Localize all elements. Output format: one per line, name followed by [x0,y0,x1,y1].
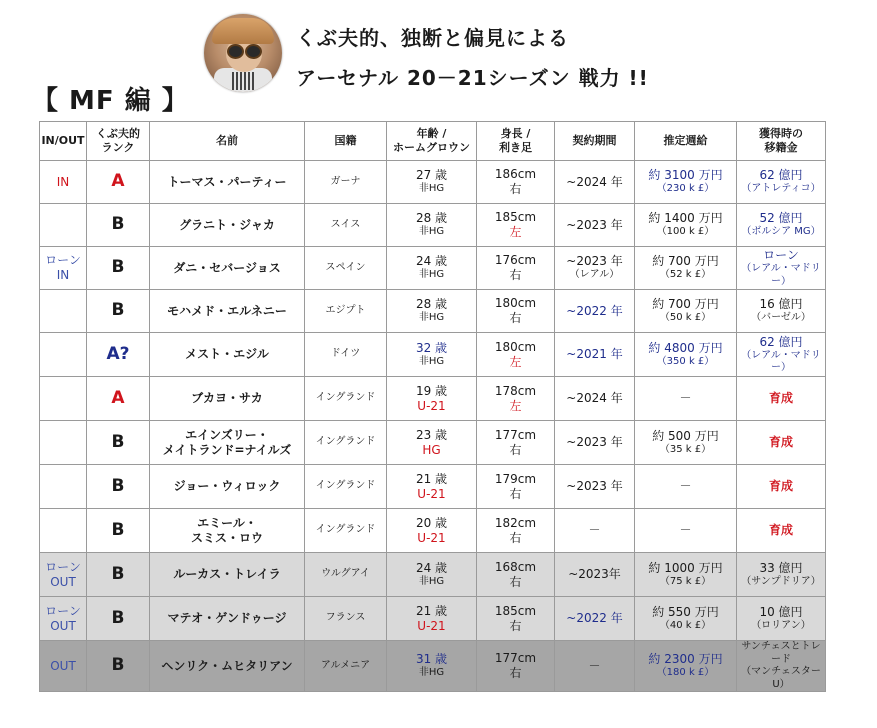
fee-cell: 62 億円 （レアル・マドリー） [737,333,826,377]
age-cell: 23 歳 HG [387,421,477,465]
inout-cell [40,333,87,377]
nationality-cell: エジプト [305,290,387,333]
player-name-cell: ブカヨ・サカ [150,377,305,421]
wage-cell: － [635,509,737,553]
nationality-cell: アルメニア [305,641,387,692]
rank-cell: B [87,204,150,247]
rank-cell: B [87,509,150,553]
contract-cell: ~2021 年 [555,333,635,377]
rank-cell: A? [87,333,150,377]
table-row [40,247,826,290]
player-name-cell: グラニト・ジャカ [150,204,305,247]
fee-cell: 育成 [737,421,826,465]
wage-cell: 約 3100 万円 （230 k £） [635,161,737,204]
wage-cell: 約 700 万円 （50 k £） [635,290,737,333]
table-row [40,290,826,333]
player-name-cell: トーマス・パーティー [150,161,305,204]
table-row [40,641,826,692]
nationality-cell: ドイツ [305,333,387,377]
height-cell: 186cm 右 [477,161,555,204]
height-cell: 182cm 右 [477,509,555,553]
contract-cell: ~2023 年 （レアル） [555,247,635,290]
contract-cell: ~2022 年 [555,597,635,641]
wage-cell: 約 700 万円 （52 k £） [635,247,737,290]
player-name-cell: エミール・ スミス・ロウ [150,509,305,553]
contract-cell: ~2024 年 [555,377,635,421]
player-name-cell: エインズリー・ メイトランド=ナイルズ [150,421,305,465]
contract-cell: ~2022 年 [555,290,635,333]
wage-cell: 約 1000 万円 （75 k £） [635,553,737,597]
column-header-nationality: 国籍 [305,122,387,161]
column-header-height: 身長 / 利き足 [477,122,555,161]
age-cell: 19 歳 U-21 [387,377,477,421]
wage-cell: 約 4800 万円 （350 k £） [635,333,737,377]
inout-cell: IN [40,161,87,204]
nationality-cell: ウルグアイ [305,553,387,597]
column-header-contract: 契約期間 [555,122,635,161]
inout-cell [40,290,87,333]
column-header-name: 名前 [150,122,305,161]
contract-cell: ~2023 年 [555,465,635,509]
rank-cell: A [87,377,150,421]
fee-cell: 育成 [737,465,826,509]
player-name-cell: ダニ・セバージョス [150,247,305,290]
height-cell: 180cm 左 [477,333,555,377]
contract-cell: － [555,641,635,692]
fee-cell: 33 億円 （サンプドリア） [737,553,826,597]
rank-cell: A [87,161,150,204]
fee-cell: 育成 [737,509,826,553]
wage-cell: 約 550 万円 （40 k £） [635,597,737,641]
fee-cell: 16 億円 （バーゼル） [737,290,826,333]
table-row [40,377,826,421]
player-name-cell: ルーカス・トレイラ [150,553,305,597]
inout-cell: OUT [40,641,87,692]
player-name-cell: メスト・エジル [150,333,305,377]
wage-cell: － [635,377,737,421]
contract-cell: － [555,509,635,553]
age-cell: 27 歳 非HG [387,161,477,204]
nationality-cell: スペイン [305,247,387,290]
column-header-age: 年齢 / ホームグロウン [387,122,477,161]
fee-cell: サンチェスとトレード （マンチェスター U） [737,641,826,692]
contract-cell: ~2023 年 [555,204,635,247]
wage-cell: － [635,465,737,509]
rank-cell: B [87,465,150,509]
height-cell: 168cm 右 [477,553,555,597]
inout-cell [40,204,87,247]
rank-cell: B [87,247,150,290]
contract-cell: ~2023 年 [555,421,635,465]
age-cell: 24 歳 非HG [387,553,477,597]
nationality-cell: スイス [305,204,387,247]
wage-cell: 約 500 万円 （35 k £） [635,421,737,465]
page-title-line-1: くぶ夫的、独断と偏見による [296,26,569,50]
player-name-cell: ジョー・ウィロック [150,465,305,509]
fee-cell: 52 億円 （ボルシア MG） [737,204,826,247]
height-cell: 178cm 左 [477,377,555,421]
inout-cell [40,465,87,509]
nationality-cell: イングランド [305,421,387,465]
column-header-wage: 推定週給 [635,122,737,161]
wage-cell: 約 1400 万円 （100 k £） [635,204,737,247]
contract-cell: ~2023年 [555,553,635,597]
height-cell: 185cm 左 [477,204,555,247]
column-header-fee: 獲得時の 移籍金 [737,122,826,161]
age-cell: 21 歳 U-21 [387,465,477,509]
column-header-rank: くぶ夫的 ランク [87,122,150,161]
rank-cell: B [87,553,150,597]
height-cell: 179cm 右 [477,465,555,509]
fee-cell: 10 億円 （ロリアン） [737,597,826,641]
squad-table [39,121,826,692]
column-header-inout: IN/OUT [40,122,87,161]
age-cell: 32 歳 非HG [387,333,477,377]
nationality-cell: イングランド [305,509,387,553]
height-cell: 176cm 右 [477,247,555,290]
inout-cell [40,377,87,421]
table-row [40,553,826,597]
table-row [40,597,826,641]
table-row [40,161,826,204]
player-name-cell: ヘンリク・ムヒタリアン [150,641,305,692]
inout-cell: ローン IN [40,247,87,290]
inout-cell [40,509,87,553]
age-cell: 28 歳 非HG [387,290,477,333]
age-cell: 31 歳 非HG [387,641,477,692]
section-label: 【 MF 編 】 [32,86,189,116]
player-name-cell: モハメド・エルネニー [150,290,305,333]
page-title-line-2: アーセナル 20－21シーズン 戦力 !! [296,66,649,90]
inout-cell: ローン OUT [40,597,87,641]
inout-cell [40,421,87,465]
table-row [40,421,826,465]
nationality-cell: フランス [305,597,387,641]
table-row [40,333,826,377]
fee-cell: ローン （レアル・マドリー） [737,247,826,290]
rank-cell: B [87,641,150,692]
wage-cell: 約 2300 万円 （180 k £） [635,641,737,692]
page-header [0,0,877,118]
fee-cell: 62 億円 （アトレティコ） [737,161,826,204]
height-cell: 180cm 右 [477,290,555,333]
fee-cell: 育成 [737,377,826,421]
age-cell: 20 歳 U-21 [387,509,477,553]
table-row [40,509,826,553]
table-header-row [40,122,826,161]
table-row [40,204,826,247]
inout-cell: ローン OUT [40,553,87,597]
age-cell: 24 歳 非HG [387,247,477,290]
nationality-cell: イングランド [305,377,387,421]
nationality-cell: イングランド [305,465,387,509]
height-cell: 177cm 右 [477,641,555,692]
age-cell: 21 歳 U-21 [387,597,477,641]
age-cell: 28 歳 非HG [387,204,477,247]
rank-cell: B [87,290,150,333]
player-name-cell: マテオ・ゲンドゥージ [150,597,305,641]
table-row [40,465,826,509]
rank-cell: B [87,597,150,641]
contract-cell: ~2024 年 [555,161,635,204]
rank-cell: B [87,421,150,465]
nationality-cell: ガーナ [305,161,387,204]
author-avatar [204,14,282,92]
height-cell: 185cm 右 [477,597,555,641]
height-cell: 177cm 右 [477,421,555,465]
